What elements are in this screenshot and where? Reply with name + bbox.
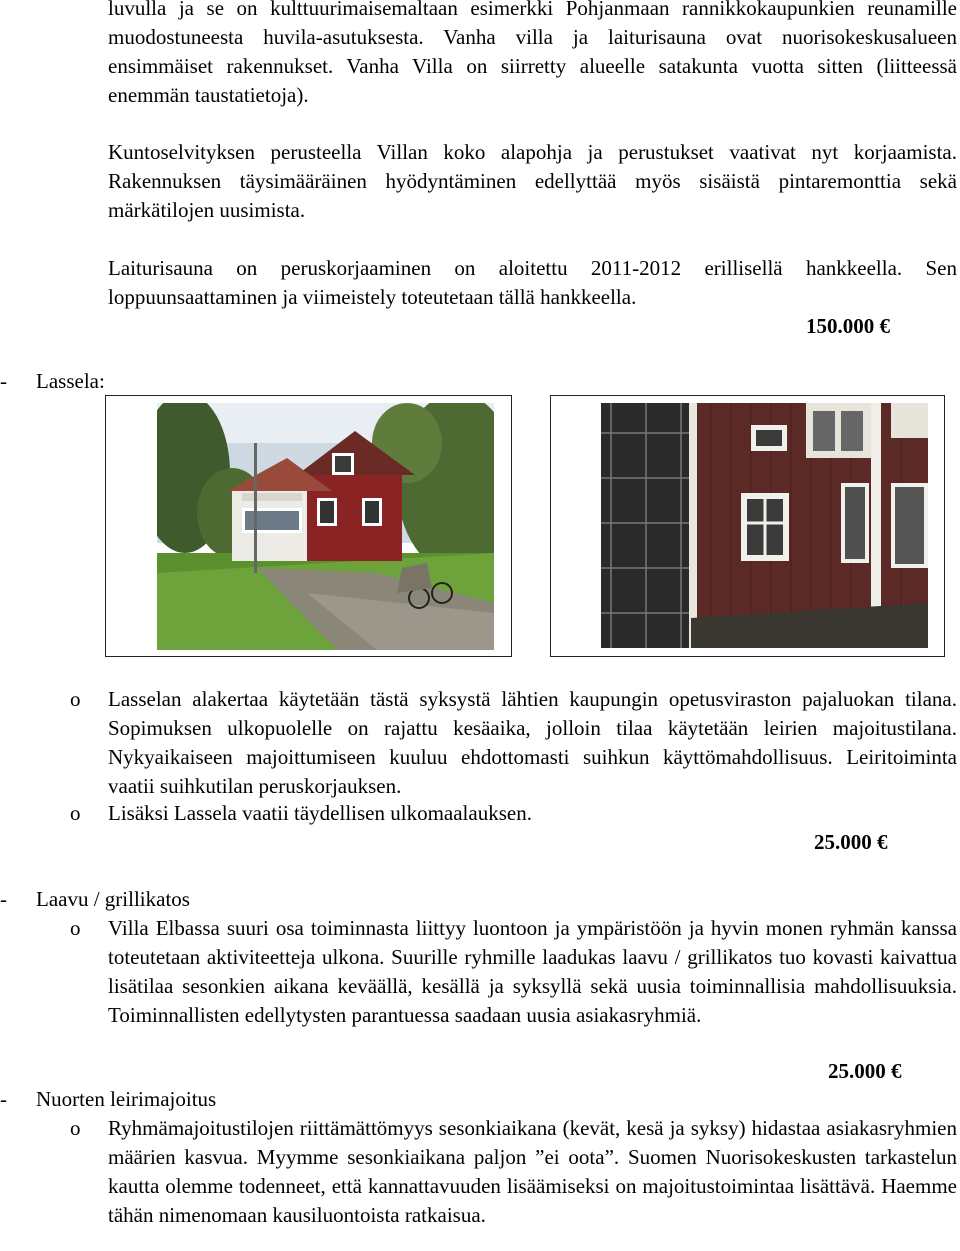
intro-paragraph-1: luvulla ja se on kulttuurimaisemaltaan esimerkki Pohjanmaan rannikkokaupunkien reunamille muodostuneesta huvila-asutuksesta. Vanha villa ja laiturisauna ovat nuorisokeskusalueen ensimmäiset rakennukset. Vanha Villa on siirretty alueelle satakunta vuotta sitten (liitteessä enemmän taustatietoja). — [108, 0, 957, 107]
intro-amount: 150.000 € — [806, 314, 890, 338]
laavu-amount: 25.000 € — [828, 1059, 902, 1083]
lassela-heading-label: Lassela: — [36, 369, 105, 393]
house-wall-photo-icon — [601, 403, 928, 648]
lassela-bullet-text-1: Lasselan alakertaa käytetään tästä syksystä lähtien kaupungin opetusviraston pajaluokan tilana. Sopimuksen ulkopuolelle on rajattu kesäaika, jolloin tilaa käytetään leirien majoitustilana. Nykyaikaiseen majoittumiseen kuuluu ehdottomasti suihkun käyttömahdollisuus. Leiritoiminta vaatii suihkutilan peruskorjauksen. — [108, 687, 957, 798]
lassela-bullet-marker-2: o — [70, 801, 81, 825]
house-photo-icon — [157, 403, 494, 650]
lassela-amount: 25.000 € — [814, 830, 888, 854]
lassela-bullet-marker-1: o — [70, 687, 81, 711]
nuorten-bullet-marker-1: o — [70, 1116, 81, 1140]
lassela-dash: - — [0, 369, 7, 393]
lassela-bullet-text-2: Lisäksi Lassela vaatii täydellisen ulkomaalauksen. — [108, 801, 532, 825]
intro-paragraph-2: Kuntoselvityksen perusteella Villan koko alapohja ja perustukset vaativat nyt korjaamista. Rakennuksen täysimääräinen hyödyntäminen edellyttää myös sisäistä pintaremonttia sekä märkätilojen uusimista. — [108, 140, 957, 222]
laavu-heading-label: Laavu / grillikatos — [36, 887, 190, 911]
lassela-heading — [0, 367, 105, 396]
laavu-heading — [0, 885, 190, 914]
nuorten-dash: - — [0, 1087, 7, 1111]
intro-paragraph-3: Laiturisauna on peruskorjaaminen on aloitettu 2011-2012 erillisellä hankkeella. Sen loppuunsaattaminen ja viimeistely toteutetaan tällä hankkeella. — [108, 256, 957, 309]
nuorten-heading — [0, 1085, 216, 1114]
nuorten-heading-label: Nuorten leirimajoitus — [36, 1087, 217, 1111]
laavu-bullet-marker-1: o — [70, 916, 81, 940]
laavu-bullet-text-1: Villa Elbassa suuri osa toiminnasta liittyy luontoon ja ympäristöön ja hyvin monen ryhmän kanssa toteutetaan aktiviteetteja ulkona. Suurille ryhmille laadukas laavu / grillikatos tuo kovasti kaivattua lisätilaa sesonkien aikana keväällä, kesällä ja syksyllä sekä uusia toiminnallisia mahdollisuuksia. Toiminnallisten edellytysten parantuessa saadaan uusia asiakasryhmiä. — [108, 916, 957, 1027]
laavu-dash: - — [0, 887, 7, 911]
nuorten-bullet-text-1: Ryhmämajoitustilojen riittämättömyys sesonkiaikana (kevät, kesä ja syksy) hidastaa asiakasryhmien määrien kasvua. Myymme sesonkiaikana paljon ”ei oota”. Suomen Nuorisokeskusten tarkastelun kautta olemme todenneet, että kannattavuuden lisäämiseksi on majoitustoimintaa lisättävä. Haemme tähän nimenomaan kausiluontoista ratkaisua. — [108, 1116, 957, 1227]
